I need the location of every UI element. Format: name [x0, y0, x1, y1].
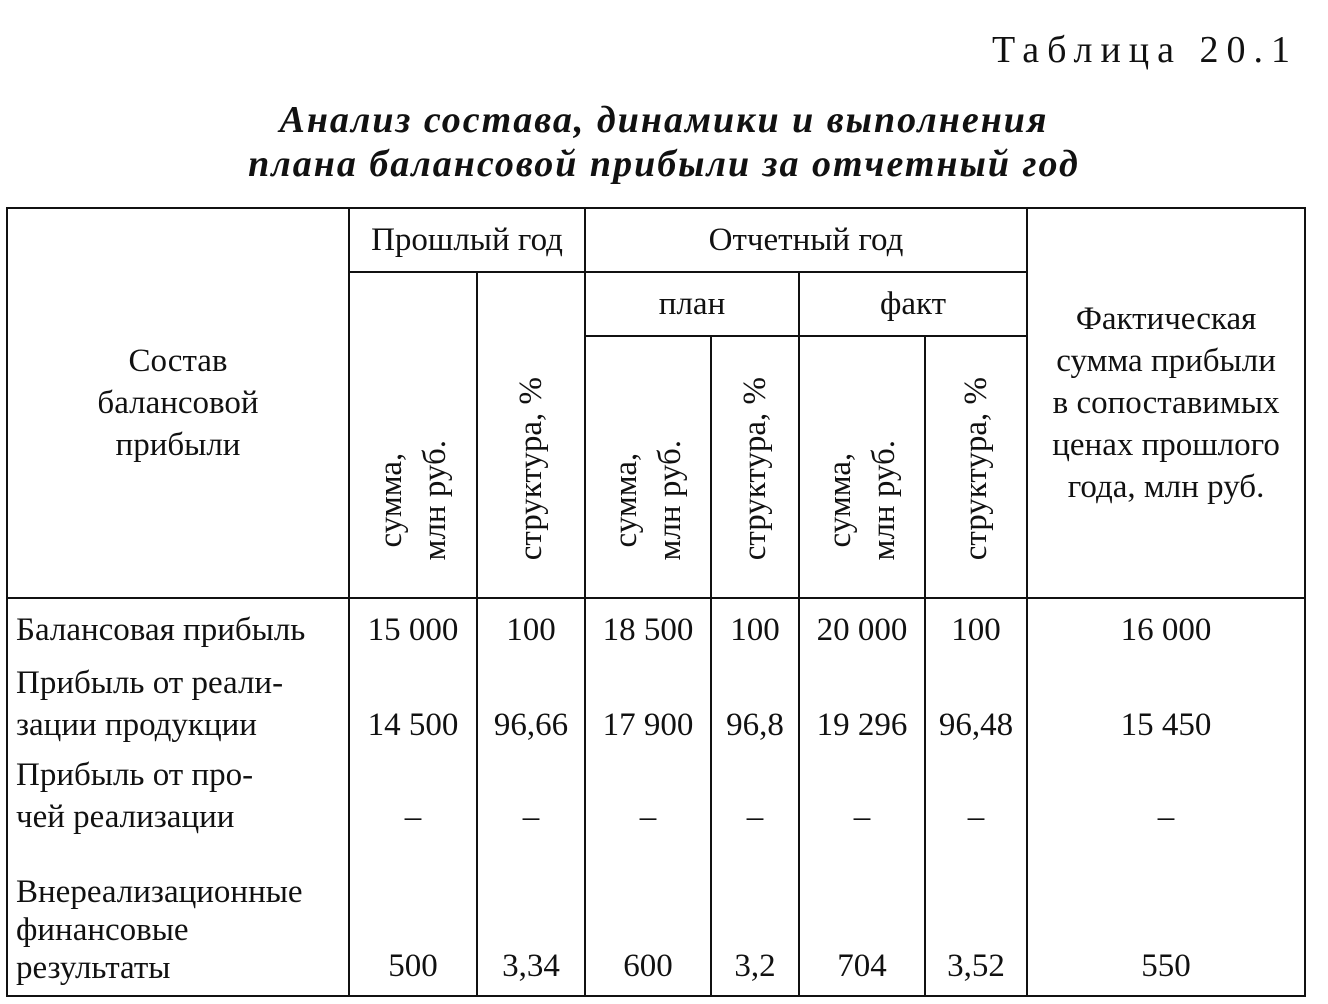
row-label: Прибыль от реали- зации продукции	[7, 660, 349, 750]
cell-fact-sum: –	[799, 750, 925, 842]
table-row	[7, 660, 1305, 750]
table-number-label: Таблица 20.1	[991, 29, 1298, 71]
header-report-year: Отчетный год	[585, 208, 1027, 272]
header-prev-structure-text: структура, %	[513, 376, 549, 560]
cell-actual-comparable: 16 000	[1027, 598, 1305, 660]
table-title	[0, 98, 1328, 186]
cell-prev-sum: 14 500	[349, 660, 477, 750]
cell-actual-comparable: 15 450	[1027, 660, 1305, 750]
header-fact-sum	[799, 336, 925, 598]
header-fact-structure	[925, 336, 1027, 598]
cell-fact-structure: 100	[925, 598, 1027, 660]
row-label: Прибыль от про- чей реализации	[7, 750, 349, 842]
cell-prev-sum: 15 000	[349, 598, 477, 660]
header-plan: план	[585, 272, 799, 336]
header-prev-structure	[477, 272, 585, 598]
cell-prev-structure: 100	[477, 598, 585, 660]
cell-prev-sum: 500	[349, 842, 477, 996]
header-actual-comparable: Фактическая сумма прибыли в сопоставимых ценах прошлого года, млн руб.	[1027, 208, 1305, 598]
row-label: Внереализационные финансовые результаты	[7, 842, 349, 996]
cell-plan-structure: 3,2	[711, 842, 799, 996]
cell-plan-structure: –	[711, 750, 799, 842]
header-prev-sum-text: сумма, млн руб.	[373, 439, 453, 560]
cell-plan-structure: 96,8	[711, 660, 799, 750]
cell-fact-sum: 20 000	[799, 598, 925, 660]
cell-prev-structure: 3,34	[477, 842, 585, 996]
cell-fact-structure: 3,52	[925, 842, 1027, 996]
table-title-line-2: плана балансовой прибыли за отчетный год	[248, 143, 1080, 185]
cell-plan-structure: 100	[711, 598, 799, 660]
profit-analysis-table	[6, 207, 1306, 997]
table-row	[7, 842, 1305, 996]
header-composition: Состав балансовой прибыли	[7, 208, 349, 598]
cell-fact-sum: 19 296	[799, 660, 925, 750]
cell-prev-structure: –	[477, 750, 585, 842]
header-plan-sum	[585, 336, 711, 598]
cell-plan-sum: 600	[585, 842, 711, 996]
header-plan-structure	[711, 336, 799, 598]
cell-plan-sum: 17 900	[585, 660, 711, 750]
header-fact-structure-text: структура, %	[958, 376, 995, 560]
cell-plan-sum: 18 500	[585, 598, 711, 660]
header-plan-structure-text: структура, %	[737, 376, 774, 560]
header-prev-sum	[349, 272, 477, 598]
cell-actual-comparable: 550	[1027, 842, 1305, 996]
cell-prev-structure: 96,66	[477, 660, 585, 750]
cell-fact-structure: 96,48	[925, 660, 1027, 750]
table-title-line-1: Анализ состава, динамики и выполнения	[279, 99, 1049, 141]
header-fact-sum-text: сумма, млн руб.	[822, 439, 903, 560]
cell-plan-sum: –	[585, 750, 711, 842]
header-row-1	[7, 208, 1305, 272]
header-plan-sum-text: сумма, млн руб.	[608, 439, 689, 560]
header-prev-year: Прошлый год	[349, 208, 585, 272]
table-row	[7, 750, 1305, 842]
header-fact: факт	[799, 272, 1027, 336]
cell-actual-comparable: –	[1027, 750, 1305, 842]
cell-fact-structure: –	[925, 750, 1027, 842]
row-label: Балансовая прибыль	[7, 598, 349, 660]
cell-prev-sum: –	[349, 750, 477, 842]
table-row	[7, 598, 1305, 660]
cell-fact-sum: 704	[799, 842, 925, 996]
